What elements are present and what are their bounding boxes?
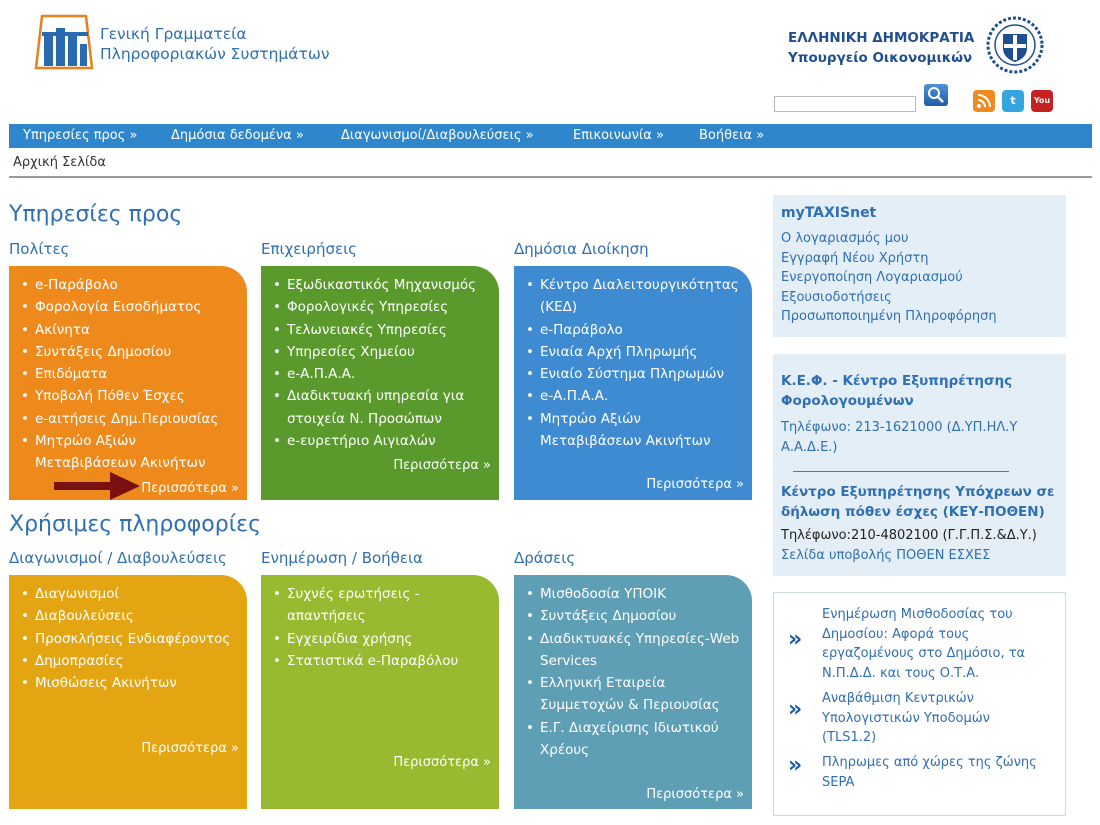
actions-more-link[interactable]: Περισσότερα » (646, 787, 744, 802)
list-item[interactable]: • Μισθώσεις Ακινήτων (17, 672, 241, 694)
personalized-info-link[interactable]: Προσωποποιημένη Πληροφόρηση (781, 309, 997, 324)
business-title[interactable]: Επιχειρήσεις (261, 240, 357, 258)
arrow-icon (54, 472, 140, 500)
news-panel (773, 592, 1066, 816)
list-item[interactable]: • e-Παράβολο (522, 319, 746, 341)
search-button[interactable] (924, 84, 948, 106)
ggps-logo-icon[interactable] (34, 14, 94, 70)
list-item[interactable]: • Στατιστικά e-Παραβόλου (269, 650, 493, 672)
list-item[interactable]: • Συντάξεις Δημοσίου (522, 605, 746, 627)
kef-phone: Τηλέφωνο: 213-1621000 (Δ.ΥΠ.ΗΛ.Υ Α.Α.Δ.Ε.) (781, 420, 1018, 455)
help-box (261, 575, 499, 809)
list-item[interactable]: • Μισθοδοσία ΥΠΟΙΚ (522, 583, 746, 605)
double-chevron-right-icon: » (788, 753, 803, 778)
nav-help[interactable]: Βοήθεια » (699, 128, 765, 143)
citizens-title[interactable]: Πολίτες (9, 240, 70, 258)
double-chevron-right-icon: » (788, 627, 803, 652)
my-account-link[interactable]: Ο λογαριασμός μου (781, 231, 909, 246)
search-input[interactable] (774, 96, 916, 112)
list-item[interactable]: • Φορολογικές Υπηρεσίες (269, 296, 493, 318)
list-item[interactable]: • Προσκλήσεις Ενδιαφέροντος (17, 628, 241, 650)
divider (9, 176, 1092, 178)
list-item[interactable]: • e-αιτήσεις Δημ.Περιουσίας (17, 408, 241, 430)
divider (793, 471, 1009, 472)
ministry-name (788, 28, 974, 68)
list-item[interactable]: • Υπηρεσίες Χημείου (269, 341, 493, 363)
nav-open-data[interactable]: Δημόσια δεδομένα » (171, 128, 304, 143)
list-item[interactable]: • Ακίνητα (17, 319, 241, 341)
tenders-box (9, 575, 247, 809)
gov-line1: ΕΛΛΗΝΙΚΗ ΔΗΜΟΚΡΑΤΙΑ (788, 30, 975, 46)
activation-link[interactable]: Ενεργοποίηση Λογαριασμού (781, 270, 963, 285)
business-box (261, 266, 499, 500)
double-chevron-right-icon: » (788, 697, 803, 722)
gov-line2: Υπουργείο Οικονομικών (788, 50, 973, 66)
services-heading: Υπηρεσίες προς (9, 202, 183, 227)
list-item[interactable]: • Συντάξεις Δημοσίου (17, 341, 241, 363)
help-title[interactable]: Ενημέρωση / Βοήθεια (261, 549, 423, 567)
mytaxisnet-title[interactable]: myTAXISnet (781, 205, 877, 221)
list-item[interactable]: • e-Α.Π.Α.Α. (522, 385, 746, 407)
search-icon (924, 84, 948, 106)
list-item[interactable]: • Μητρώο Αξιών Μεταβιβάσεων Ακινήτων (522, 408, 746, 453)
list-item[interactable]: • Επιδόματα (17, 363, 241, 385)
list-item[interactable]: • Ενιαίο Σύστημα Πληρωμών (522, 363, 746, 385)
tenders-title[interactable]: Διαγωνισμοί / Διαβουλεύσεις (9, 549, 227, 567)
list-item[interactable]: • Διαγωνισμοί (17, 583, 241, 605)
main-navigation (9, 124, 1092, 148)
citizens-box (9, 266, 247, 500)
list-item[interactable]: • Διαβουλεύσεις (17, 605, 241, 627)
breadcrumb[interactable]: Αρχική Σελίδα (13, 155, 106, 170)
list-item[interactable]: • Τελωνειακές Υπηρεσίες (269, 319, 493, 341)
news-text[interactable]: Ενημέρωση Μισθοδοσίας του Δημοσίου: Αφορά τους εργαζομένους στο Δημόσιο, τα Ν.Π.Δ.Δ. και τους Ο.Τ.Α. (822, 607, 1026, 681)
help-more-link[interactable]: Περισσότερα » (393, 755, 491, 770)
key-submission-link[interactable]: Σελίδα υποβολής ΠΟΘΕΝ ΕΣΧΕΣ (781, 547, 991, 563)
org-name-line1: Γενική Γραμματεία (100, 25, 247, 43)
list-item[interactable]: • Ε.Γ. Διαχείρισης Ιδιωτικού Χρέους (522, 717, 746, 762)
greek-emblem-icon (986, 16, 1044, 74)
nav-contact[interactable]: Επικοινωνία » (573, 128, 664, 143)
actions-title[interactable]: Δράσεις (514, 549, 576, 567)
list-item[interactable]: • Δημοπρασίες (17, 650, 241, 672)
key-phone: Τηλέφωνο:210-4802100 (Γ.Γ.Π.Σ.&Δ.Υ.) (781, 528, 1037, 543)
list-item[interactable]: • Μητρώο Αξιών Μεταβιβάσεων Ακινήτων (17, 430, 241, 475)
authorizations-link[interactable]: Εξουσιοδοτήσεις (781, 289, 892, 305)
public-admin-title[interactable]: Δημόσια Διοίκηση (514, 240, 649, 258)
nav-services[interactable]: Υπηρεσίες προς » (23, 128, 138, 143)
list-item[interactable]: • e-ευρετήριο Αιγιαλών (269, 430, 493, 452)
mytaxisnet-panel (773, 195, 1066, 337)
actions-box (514, 575, 752, 809)
register-link[interactable]: Εγγραφή Νέου Χρήστη (781, 250, 929, 266)
business-more-link[interactable]: Περισσότερα » (393, 458, 491, 473)
key-title: Κέντρο Εξυπηρέτησης Υπόχρεων σε δήλωση πόθεν έσχες (ΚΕΥ-ΠΟΘΕΝ) (781, 484, 1055, 520)
org-name-line2: Πληροφοριακών Συστημάτων (100, 45, 330, 63)
youtube-icon[interactable]: You (1031, 90, 1053, 112)
citizens-more-link[interactable]: Περισσότερα » (141, 481, 239, 496)
tenders-more-link[interactable]: Περισσότερα » (141, 741, 239, 756)
list-item[interactable]: • Φορολογία Εισοδήματος (17, 296, 241, 318)
list-item[interactable]: • Ενιαία Αρχή Πληρωμής (522, 341, 746, 363)
news-text[interactable]: Πληρωμες από χώρες της ζώνης SEPA (822, 755, 1037, 790)
kef-title: Κ.Ε.Φ. - Κέντρο Εξυπηρέτησης Φορολογουμένων (781, 373, 1013, 409)
list-item[interactable]: • e-Παράβολο (17, 274, 241, 296)
list-item[interactable]: • Υποβολή Πόθεν Έσχες (17, 385, 241, 407)
list-item[interactable]: • Ελληνική Εταιρεία Συμμετοχών & Περιουσίας (522, 672, 746, 717)
kef-panel (773, 354, 1066, 576)
list-item[interactable]: • e-Α.Π.Α.Α. (269, 363, 493, 385)
list-item[interactable]: • Κέντρο Διαλειτουργικότητας (ΚΕΔ) (522, 274, 746, 319)
news-text[interactable]: Αναβάθμιση Κεντρικών Υπολογιστικών Υποδομών (TLS1.2) (822, 691, 990, 745)
list-item[interactable]: • Εγχειρίδια χρήσης (269, 628, 493, 650)
list-item[interactable]: • Εξωδικαστικός Μηχανισμός (269, 274, 493, 296)
public-admin-box (514, 266, 752, 500)
twitter-icon[interactable]: t (1002, 90, 1024, 112)
useful-info-heading: Χρήσιμες πληροφορίες (9, 512, 261, 537)
list-item[interactable]: • Διαδικτυακή υπηρεσία για στοιχεία Ν. Προσώπων (269, 385, 493, 430)
list-item[interactable]: • Συχνές ερωτήσεις - απαντήσεις (269, 583, 493, 628)
nav-tenders[interactable]: Διαγωνισμοί/Διαβουλεύσεις » (341, 128, 534, 143)
rss-icon[interactable] (973, 90, 995, 112)
public-admin-more-link[interactable]: Περισσότερα » (646, 477, 744, 492)
list-item[interactable]: • Διαδικτυακές Υπηρεσίες-Web Services (522, 628, 746, 673)
org-name[interactable] (100, 24, 329, 64)
